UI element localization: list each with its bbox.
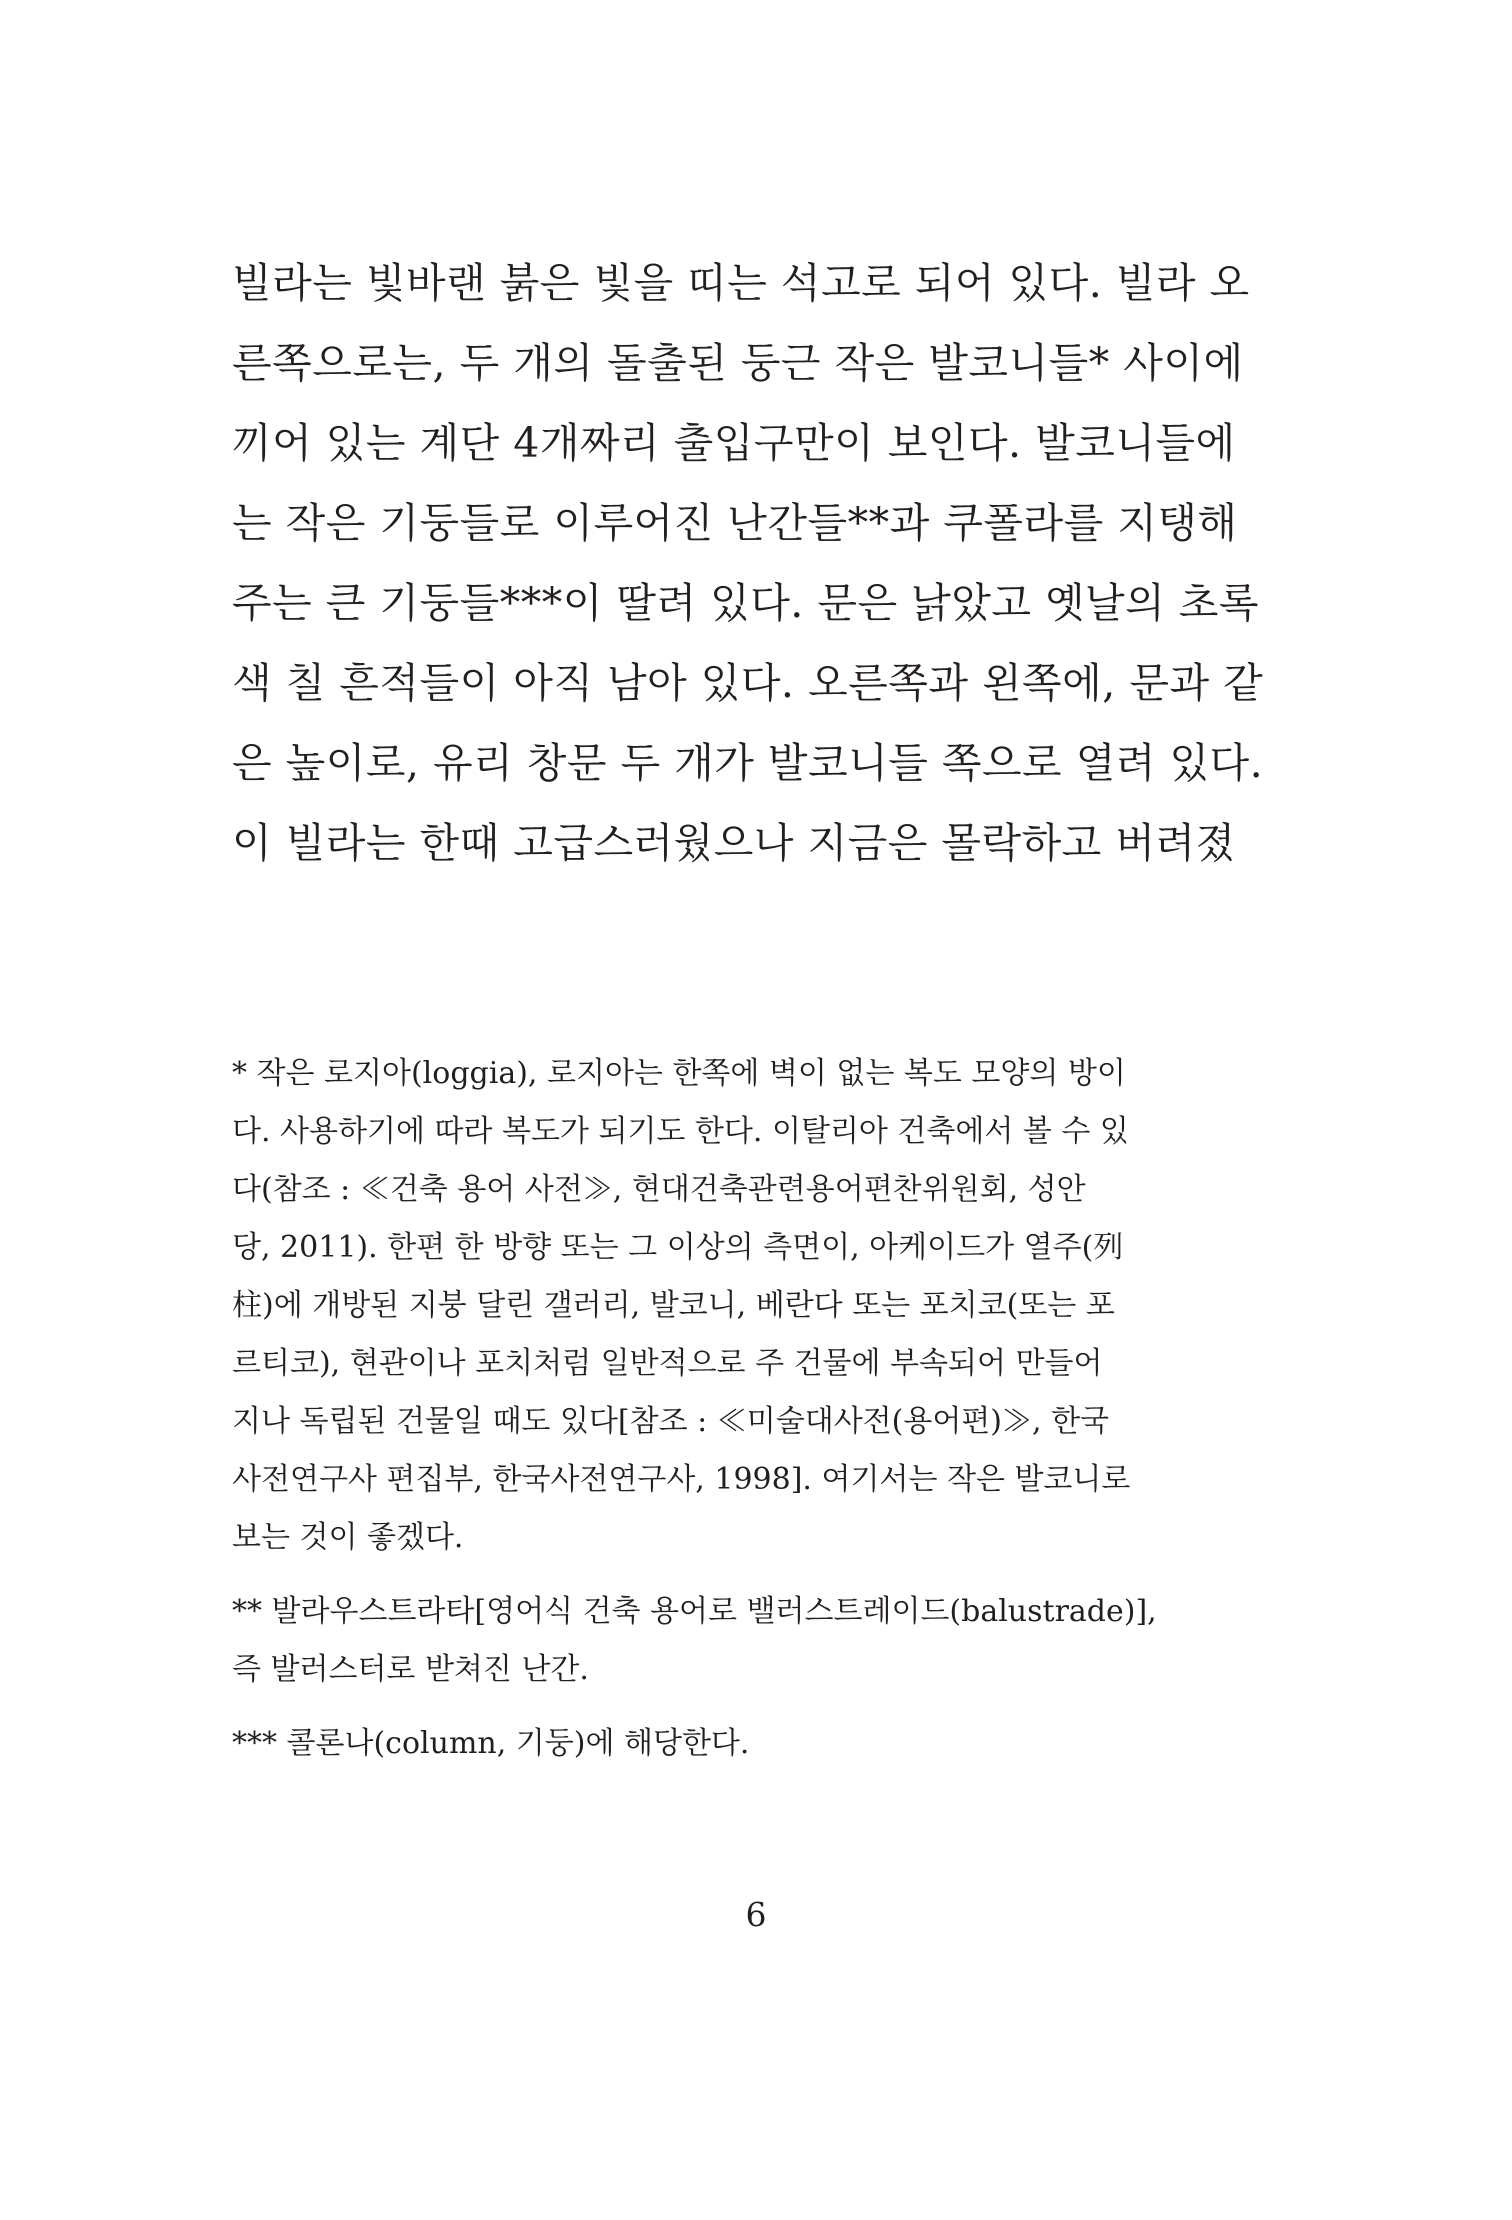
footnote-gap [232,1699,1292,1715]
footnote-line: 보는 것이 좋겠다. [232,1520,464,1555]
footnote-line: 당, 2011). 한편 한 방향 또는 그 이상의 측면이, 아케이드가 열주(列 [232,1230,1124,1265]
footnotes [232,1045,1292,1773]
footnote-line: 즉 발러스터로 받쳐진 난간. [232,1652,589,1687]
footnote-loggia [232,1045,1292,1567]
footnote-gap [232,1567,1292,1583]
body-text-line: 이 빌라는 한때 고급스러웠으나 지금은 몰락하고 버려졌 [232,819,1236,867]
footnote-line: * 작은 로지아(loggia), 로지아는 한쪽에 벽이 없는 복도 모양의 방이 [232,1056,1126,1091]
body-text [232,243,1292,883]
body-text-line: 빌라는 빛바랜 붉은 빛을 띠는 석고로 되어 있다. 빌라 오 [232,259,1250,307]
body-text-line: 색 칠 흔적들이 아직 남아 있다. 오른쪽과 왼쪽에, 문과 같 [232,659,1264,707]
body-text-line: 는 작은 기둥들로 이루어진 난간들**과 쿠폴라를 지탱해 [232,499,1238,547]
footnote-line: 사전연구사 편집부, 한국사전연구사, 1998]. 여기서는 작은 발코니로 [232,1462,1131,1497]
page-number: 6 [745,1895,767,1934]
footnote-line: 다. 사용하기에 따라 복도가 되기도 한다. 이탈리아 건축에서 볼 수 있 [232,1114,1129,1149]
footnote-balustrade [232,1583,1292,1699]
footnote-line: 다(참조 : ≪건축 용어 사전≫, 현대건축관련용어편찬위원회, 성안 [232,1172,1086,1207]
footnote-line: ** 발라우스트라타[영어식 건축 용어로 밸러스트레이드(balustrade)], [232,1594,1157,1629]
footnote-line: *** 콜론나(column, 기둥)에 해당한다. [232,1726,750,1761]
footnote-column [232,1715,1292,1773]
body-text-line: 은 높이로, 유리 창문 두 개가 발코니들 쪽으로 열려 있다. [232,739,1264,787]
footnote-line: 지나 독립된 건물일 때도 있다[참조 : ≪미술대사전(용어편)≫, 한국 [232,1404,1110,1439]
footnote-line: 르티코), 현관이나 포치처럼 일반적으로 주 건물에 부속되어 만들어 [232,1346,1103,1381]
footnote-line: 柱)에 개방된 지붕 달린 갤러리, 발코니, 베란다 또는 포치코(또는 포 [232,1288,1115,1323]
body-text-line: 주는 큰 기둥들***이 딸려 있다. 문은 낡았고 옛날의 초록 [232,579,1260,627]
body-text-line: 끼어 있는 계단 4개짜리 출입구만이 보인다. 발코니들에 [232,419,1236,467]
body-text-line: 른쪽으로는, 두 개의 돌출된 둥근 작은 발코니들* 사이에 [232,339,1244,387]
